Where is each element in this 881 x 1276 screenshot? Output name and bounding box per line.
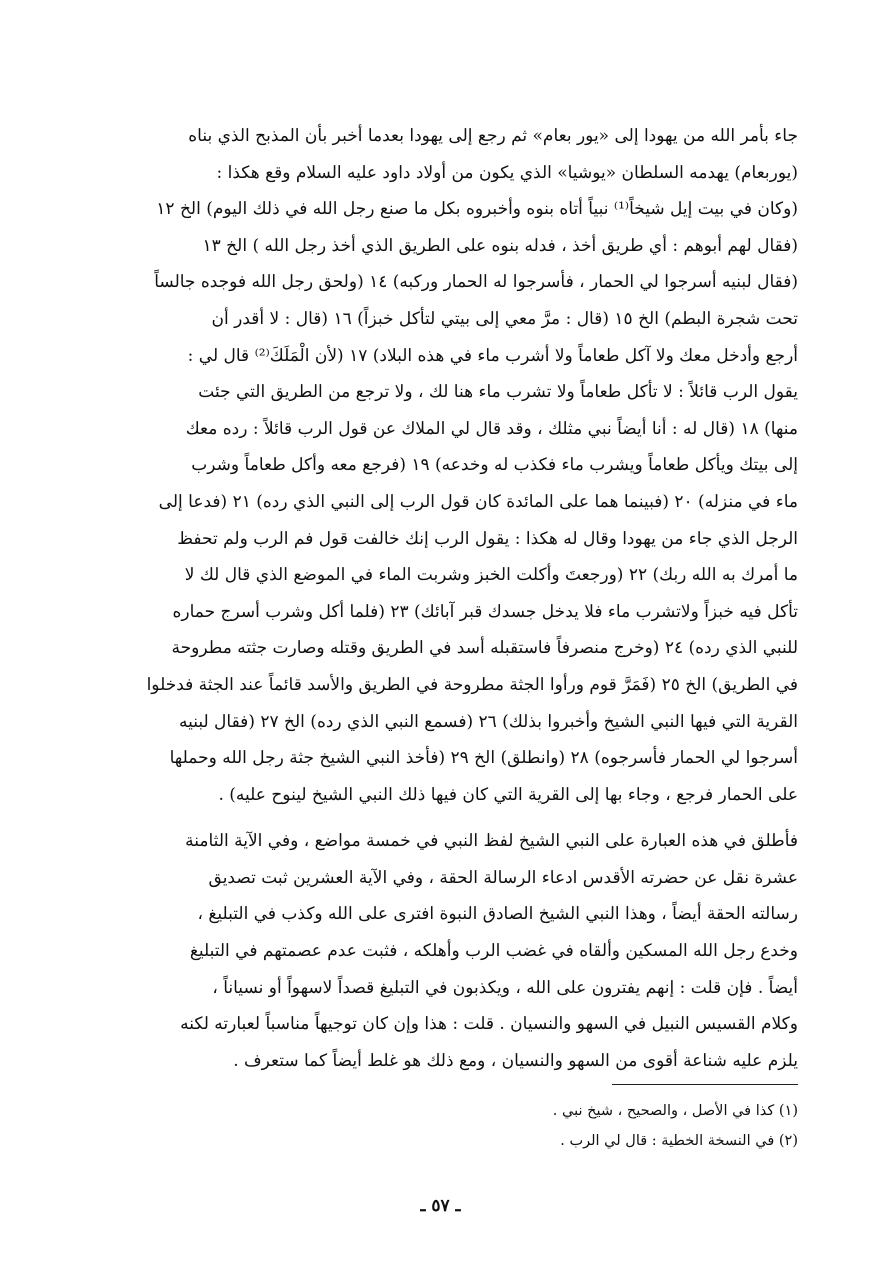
text-line: أسرجوا لي الحمار فأسرجوه) ٢٨ (وانطلق) الخ ٢٩ (فأخذ النبي الشيخ جثة رجل الله وحملها <box>169 748 798 769</box>
text-line: أيضاً . فإن قلت : إنهم يفترون على الله ، ويكذبون في التبليغ قصداً لاسهواً أو نسياناً ، <box>212 977 798 998</box>
text-line: على الحمار فرجع ، وجاء بها إلى القرية التي كان فيها ذلك النبي الشيخ لينوح عليه) . <box>218 784 798 805</box>
text-line: ما أمرك به الله ربك) ٢٢ (ورجعتَ وأكلت الخبز وشربت الماء في الموضع الذي قال لك لا <box>184 565 798 586</box>
text-line: وخدع رجل الله المسكين وألقاه في غضب الرب وأهلكه ، فثبت عدم عصمتهم في التبليغ <box>189 941 798 962</box>
text-line: (فقال لبنيه أسرجوا لي الحمار ، فأسرجوا له الحمار وركبه) ١٤ (ولحق رجل الله فوجده جالساً <box>154 272 798 293</box>
text-line: في الطريق) الخ ٢٥ (فَمَرَّ قوم ورأوا الجثة مطروحة في الطريق والأسد قائماً عند الجثة فدخلوا <box>146 674 798 695</box>
page-number: ـ ٥٧ ـ <box>420 1196 461 1216</box>
text-line: عشرة نقل عن حضرته الأقدس ادعاء الرسالة الحقة ، وفي الآية العشرين ثبت تصديق <box>208 867 798 888</box>
text-line: القرية التي فيها النبي الشيخ وأخبروا بذلك) ٢٦ (فسمع النبي الذي رده) الخ ٢٧ (فقال لبنيه <box>178 711 798 732</box>
paragraph-1 <box>128 118 798 813</box>
text-line: جاء بأمر الله من يهودا إلى «يور بعام» ثم رجع إلى يهودا بعدما أخبر بأن المذبح الذي بناه <box>188 126 798 146</box>
text-line: ماء في منزله) ٢٠ (فبينما هما على المائدة كان قول الرب إلى النبي الذي رده) ٢١ (فدعا إلى <box>158 491 798 512</box>
paragraph-gap <box>128 813 798 823</box>
text-line: للنبي الذي رده) ٢٤ (وخرج منصرفاً فاستقبله أسد في الطريق وقتله وصارت جثته مطروحة <box>171 638 798 659</box>
text-line: رسالته الحقة أيضاً ، وهذا النبي الشيخ الصادق النبوة افترى على الله وكذب في التبليغ ، <box>197 904 798 925</box>
main-text <box>128 118 798 1079</box>
text-line: يلزم عليه شناعة أقوى من السهو والنسيان ، ومع ذلك هو غلط أيضاً كما ستعرف . <box>233 1050 798 1071</box>
footnote-2: (٢) في النسخة الخطية : قال لي الرب . <box>560 1133 798 1149</box>
paragraph-2 <box>128 823 798 1079</box>
text-line: تأكل فيه خبزاً ولاتشرب ماء فلا يدخل جسدك قبر آبائك) ٢٣ (فلما أكل وشرب أسرج حماره <box>172 601 798 622</box>
text-line: (فقال لهم أبوهم : أي طريق أخذ ، فدله بنوه على الطريق الذي أخذ رجل الله ) الخ ١٣ <box>202 235 798 256</box>
text-line: (يوربعام) يهدمه السلطان «يوشيا» الذي يكون من أولاد داود عليه السلام وقع هكذا : <box>216 162 798 183</box>
text-line: أرجع وأدخل معك ولا آكل طعاماً ولا أشرب ماء في هذه البلاد) ١٧ (لأن الْمَلَكَ⁽²⁾ قال لي : <box>187 345 798 366</box>
text-line: (وكان في بيت إيل شيخاً⁽¹⁾ نبياً أتاه بنوه وأخبروه بكل ما صنع رجل الله في ذلك اليوم) الخ ١٢ <box>156 199 798 220</box>
text-line: منها) ١٨ (قال له : أنا أيضاً نبي مثلك ، وقد قال لي الملاك عن قول الرب قائلاً : رده معك <box>185 418 798 439</box>
text-line: فأطلق في هذه العبارة على النبي الشيخ لفظ النبي في خمسة مواضع ، وفي الآية الثامنة <box>185 831 798 852</box>
footnotes <box>400 1096 798 1156</box>
text-line: تحت شجرة البطم) الخ ١٥ (قال : مرَّ معي إلى بيتي لتأكل خبزاً) ١٦ (قال : لا أقدر أن <box>211 308 798 329</box>
text-line: الرجل الذي جاء من يهودا وقال له هكذا : يقول الرب إنك خالفت قول فم الرب ولم تحفظ <box>177 528 798 549</box>
text-line: إلى بيتك ويأكل طعاماً ويشرب ماء فكذب له وخدعه) ١٩ (فرجع معه وأكل طعاماً وشرب <box>191 455 798 476</box>
footnote-separator <box>612 1084 798 1085</box>
text-line: وكلام القسيس النبيل في السهو والنسيان . قلت : هذا وإن كان توجيهاً مناسباً لعبارته لكنه <box>180 1014 798 1035</box>
footnote-1: (١) كذا في الأصل ، والصحيح ، شيخ نبي . <box>552 1103 798 1119</box>
text-line: يقول الرب قائلاً : لا تأكل طعاماً ولا تشرب ماء هنا لك ، ولا ترجع من الطريق التي جئت <box>198 382 798 403</box>
